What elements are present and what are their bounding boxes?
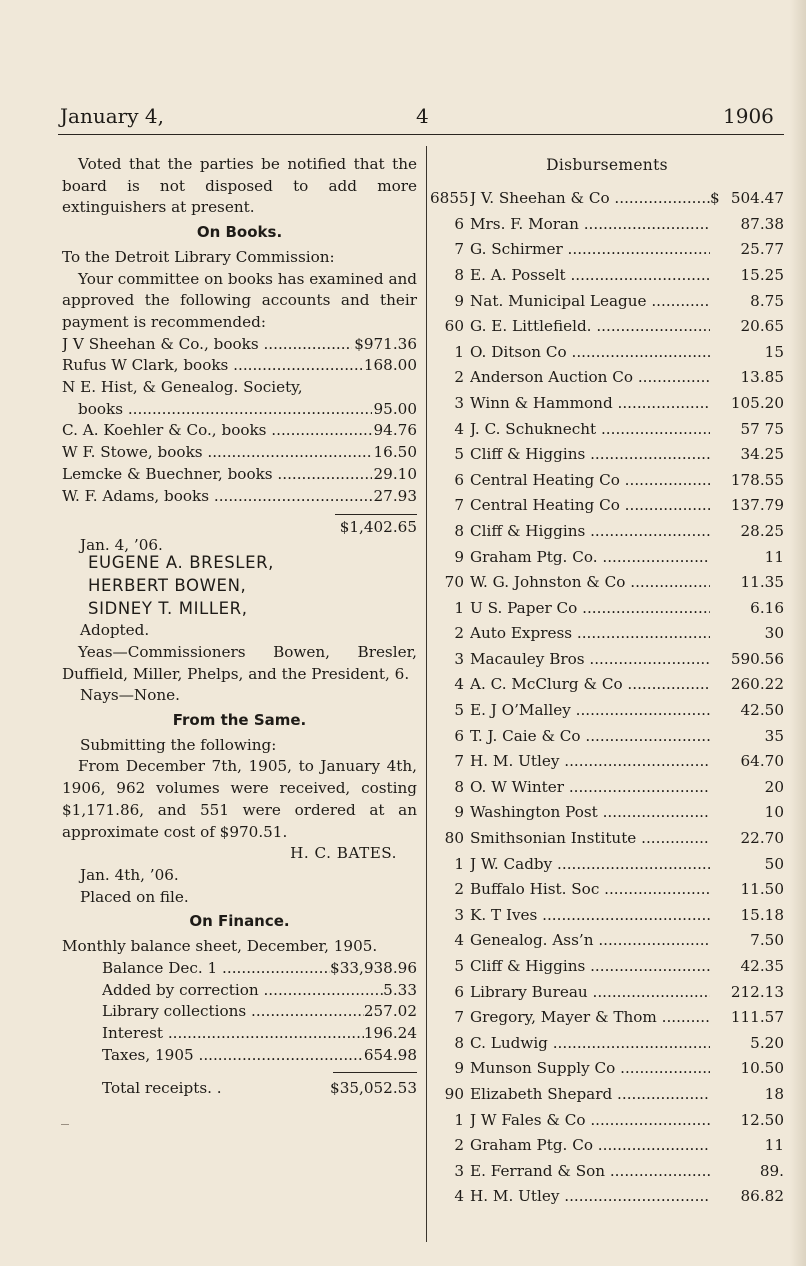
voucher-number: 2 <box>454 1136 464 1155</box>
disbursement-row <box>430 698 784 724</box>
voucher-number: 7 <box>454 496 464 515</box>
account-amount: $971.36 <box>354 334 417 353</box>
voucher-number: 3 <box>454 1161 464 1180</box>
placed-on-file: Placed on file. <box>80 887 189 906</box>
report-date: Jan. 4, ’06. <box>80 536 163 555</box>
disbursement-amount: 7.50 <box>750 931 784 950</box>
total-receipts-label: Total receipts. . <box>102 1079 222 1098</box>
voucher-number: 4 <box>454 931 464 950</box>
disbursement-amount: 42.35 <box>740 957 784 975</box>
payee-name: Buffalo Hist. Soc ..... <box>470 878 710 901</box>
total-receipts-row <box>102 1078 417 1100</box>
disbursement-amount: 89. <box>759 1161 784 1180</box>
disbursement-amount: 10.50 <box>740 1059 784 1078</box>
payee-name: Elizabeth Shepard ..... <box>470 1083 710 1106</box>
payee-name: Graham Ptg. Co. ..... <box>470 546 710 569</box>
account-row <box>62 334 417 356</box>
disbursement-row <box>430 570 784 596</box>
disbursement-amount: 137.79 <box>730 496 784 515</box>
disbursement-row <box>430 544 784 570</box>
payee-name: H. M. Utley ..... <box>470 1185 710 1208</box>
disbursement-row <box>430 1133 784 1159</box>
disbursement-row <box>430 749 784 775</box>
signer: HERBERT BOWEN, <box>88 576 247 596</box>
voucher-number: 5 <box>454 957 464 975</box>
disbursements-list <box>430 186 784 1210</box>
disbursement-amount: 105.20 <box>730 393 784 412</box>
disbursement-row <box>430 416 784 442</box>
voucher-number: 6 <box>454 982 464 1001</box>
voucher-number: 1 <box>454 342 464 361</box>
disbursement-amount: 13.85 <box>740 368 784 387</box>
disbursement-row <box>430 1056 784 1082</box>
disbursement-amount: 42.50 <box>740 701 784 720</box>
voucher-number: 7 <box>454 1008 464 1027</box>
disbursement-amount: 11.35 <box>740 573 784 592</box>
right-column <box>430 154 784 1210</box>
disbursement-amount: 50 <box>764 854 784 873</box>
finance-value: 654.98 <box>363 1045 417 1064</box>
finance-label: Library collections ..... <box>102 1001 364 1023</box>
account-row <box>62 355 417 377</box>
disbursement-amount: 11 <box>764 547 784 566</box>
payee-name: J. C. Schuknecht ..... <box>470 418 710 441</box>
voucher-number: 3 <box>454 393 464 412</box>
committee-paragraph: Your committee on books has examined and approved the following accounts and their payment is recommended: <box>62 269 417 331</box>
submitting-line: Submitting the following: <box>80 735 277 754</box>
voucher-number: 1 <box>454 598 464 617</box>
disbursement-amount: 28.25 <box>740 521 784 540</box>
dollar-sign: $ <box>710 189 720 208</box>
payee-name: Graham Ptg. Co ..... <box>470 1134 710 1157</box>
disbursement-row <box>430 621 784 647</box>
payee-name: Munson Supply Co ..... <box>470 1057 710 1080</box>
voucher-number: 8 <box>454 521 464 540</box>
finance-value: 5.33 <box>383 980 417 999</box>
voucher-number: 90 <box>444 1084 464 1103</box>
voucher-number: 9 <box>454 547 464 566</box>
book-accounts-list <box>62 334 417 508</box>
disbursement-row <box>430 1184 784 1210</box>
payee-name: W. G. Johnston & Co ..... <box>470 571 710 594</box>
payee-name: Gregory, Mayer & Thom ..... <box>470 1006 710 1029</box>
voucher-number: 6 <box>454 470 464 489</box>
disbursement-amount: 20 <box>764 777 784 796</box>
disbursement-amount: 11.50 <box>740 880 784 899</box>
account-name: W F. Stowe, books ..... <box>62 442 372 464</box>
disbursement-amount: 111.57 <box>730 1008 784 1027</box>
disbursement-row <box>430 672 784 698</box>
disbursement-row <box>430 493 784 519</box>
payee-name: Mrs. F. Moran ..... <box>470 213 710 236</box>
disbursements-title: Disbursements <box>546 156 668 174</box>
yeas-line: Yeas—Commissioners Bowen, Bresler, Duffield, Miller, Phelps, and the President, 6. <box>62 642 417 683</box>
finance-label: Balance Dec. 1 ..... <box>102 958 330 980</box>
disbursement-row <box>430 774 784 800</box>
disbursement-row <box>430 1107 784 1133</box>
account-row <box>62 486 417 508</box>
voucher-number: 3 <box>454 905 464 924</box>
payee-name: K. T Ives ..... <box>470 904 710 927</box>
payee-name: O. W Winter ..... <box>470 776 710 799</box>
voucher-number: 4 <box>454 1187 464 1206</box>
voucher-number: 9 <box>454 803 464 822</box>
disbursement-row <box>430 954 784 980</box>
payee-name: E. A. Posselt ..... <box>470 264 710 287</box>
payee-name: Cliff & Higgins ..... <box>470 443 710 466</box>
disbursement-amount: 64.70 <box>740 752 784 771</box>
column-divider <box>426 146 427 1242</box>
disbursement-row <box>430 826 784 852</box>
payee-name: Library Bureau ..... <box>470 981 710 1004</box>
disbursement-amount: 212.13 <box>730 982 784 1001</box>
disbursement-amount: 86.82 <box>740 1187 784 1206</box>
disbursement-row <box>430 211 784 237</box>
disbursement-amount: 57 75 <box>740 419 784 438</box>
total-rule <box>335 514 417 515</box>
payee-name: Auto Express ..... <box>470 622 710 645</box>
payee-name: A. C. McClurg & Co ..... <box>470 673 710 696</box>
voucher-number: 60 <box>444 317 464 336</box>
account-row <box>62 377 417 399</box>
disbursement-row <box>430 1082 784 1108</box>
disbursement-amount: 15.25 <box>740 265 784 284</box>
disbursement-row <box>430 800 784 826</box>
disbursement-amount: 15.18 <box>740 905 784 924</box>
total-receipts-value: $35,052.53 <box>330 1079 417 1098</box>
finance-row <box>62 958 417 980</box>
account-row <box>62 399 417 421</box>
books-heading: On Books. <box>196 223 283 242</box>
disbursement-row <box>430 902 784 928</box>
account-amount: 168.00 <box>363 356 417 375</box>
disbursement-row <box>430 1030 784 1056</box>
voucher-number: 1 <box>454 1110 464 1129</box>
voucher-number: 9 <box>454 291 464 310</box>
account-name: Rufus W Clark, books ..... <box>62 355 362 377</box>
disbursement-row <box>430 186 784 212</box>
disbursement-row <box>430 467 784 493</box>
report-date-2: Jan. 4th, ’06. <box>80 865 179 884</box>
finance-row <box>62 1001 417 1023</box>
payee-name: Central Heating Co ..... <box>470 494 710 517</box>
disbursement-row <box>430 646 784 672</box>
disbursement-row <box>430 851 784 877</box>
disbursement-row <box>430 442 784 468</box>
disbursement-row <box>430 339 784 365</box>
disbursement-row <box>430 1158 784 1184</box>
bates-signature: H. C. BATES. <box>290 844 397 863</box>
voucher-number: 1 <box>454 854 464 873</box>
voucher-number: 70 <box>444 573 464 592</box>
disbursement-amount: 22.70 <box>740 829 784 848</box>
account-amount: 95.00 <box>373 399 417 418</box>
disbursement-amount: 12.50 <box>740 1110 784 1129</box>
disbursement-amount: 35 <box>764 726 784 745</box>
to-commission-line: To the Detroit Library Commission: <box>62 247 335 266</box>
disbursement-row <box>430 877 784 903</box>
signer: SIDNEY T. MILLER, <box>88 599 248 619</box>
account-amount: 94.76 <box>373 421 417 440</box>
page-number: 4 <box>416 104 429 128</box>
signatures <box>62 551 417 620</box>
disbursement-amount: 6.16 <box>750 598 784 617</box>
disbursement-amount: 8.75 <box>750 291 784 310</box>
margin-mark <box>61 1124 69 1125</box>
finance-value: $33,938.96 <box>330 958 417 977</box>
finance-label: Taxes, 1905 ..... <box>102 1045 364 1067</box>
account-name: N E. Hist, & Genealog. Society, <box>62 378 303 397</box>
header-rule <box>58 134 784 135</box>
disbursement-row <box>430 391 784 417</box>
voucher-number: 8 <box>454 777 464 796</box>
payee-name: Cliff & Higgins ..... <box>470 520 710 543</box>
disbursement-row <box>430 288 784 314</box>
finance-value: 196.24 <box>363 1023 417 1042</box>
voucher-number: 6 <box>454 726 464 745</box>
voucher-number: 6855 <box>430 189 469 208</box>
account-name: Lemcke & Buechner, books ..... <box>62 464 372 486</box>
payee-name: G. Schirmer ..... <box>470 238 710 261</box>
voucher-number: 2 <box>454 368 464 387</box>
total-rule <box>333 1072 417 1073</box>
voucher-number: 2 <box>454 624 464 643</box>
account-name: C. A. Koehler & Co., books ..... <box>62 420 372 442</box>
payee-name: Washington Post ..... <box>470 801 710 824</box>
voucher-number: 7 <box>454 240 464 259</box>
account-amount: 16.50 <box>373 443 417 462</box>
payee-name: E. J O’Malley ..... <box>470 699 710 722</box>
payee-name: J V. Sheehan & Co ..... <box>470 187 710 210</box>
voucher-number: 4 <box>454 675 464 694</box>
voucher-number: 4 <box>454 419 464 438</box>
books-total: $1,402.65 <box>339 518 417 537</box>
finance-row <box>62 1045 417 1067</box>
signer: EUGENE A. BRESLER, <box>88 553 275 573</box>
nays-line: Nays—None. <box>80 686 180 705</box>
disbursement-row <box>430 1005 784 1031</box>
payee-name: H. M. Utley ..... <box>470 750 710 773</box>
payee-name: Anderson Auction Co ..... <box>470 366 710 389</box>
extinguishers-paragraph: Voted that the parties be notified that the board is not disposed to add more extinguishers at present. <box>62 155 417 217</box>
disbursement-row <box>430 595 784 621</box>
payee-name: C. Ludwig ..... <box>470 1032 710 1055</box>
account-row <box>62 464 417 486</box>
finance-label: Interest ..... <box>102 1023 364 1045</box>
disbursement-row <box>430 723 784 749</box>
finance-row <box>62 980 417 1002</box>
account-amount: 27.93 <box>373 486 417 505</box>
disbursement-row <box>430 263 784 289</box>
payee-name: Genealog. Ass’n ..... <box>470 929 710 952</box>
disbursement-amount: 18 <box>764 1084 784 1103</box>
left-column <box>62 154 417 1106</box>
disbursement-amount: 87.38 <box>740 214 784 233</box>
disbursement-amount: 30 <box>764 624 784 643</box>
account-row <box>62 420 417 442</box>
payee-name: Nat. Municipal League ..... <box>470 290 710 313</box>
disbursement-row <box>430 237 784 263</box>
finance-list <box>62 958 417 1067</box>
disbursement-amount: 178.55 <box>730 470 784 489</box>
disbursement-amount: 590.56 <box>730 649 784 668</box>
payee-name: U S. Paper Co ..... <box>470 597 710 620</box>
voucher-number: 8 <box>454 265 464 284</box>
payee-name: E. Ferrand & Son ..... <box>470 1160 710 1183</box>
same-heading: From the Same. <box>172 711 307 730</box>
voucher-number: 7 <box>454 752 464 771</box>
voucher-number: 9 <box>454 1059 464 1078</box>
disbursement-row <box>430 314 784 340</box>
adopted-line: Adopted. <box>80 621 150 640</box>
disbursement-amount: 10 <box>764 803 784 822</box>
finance-row <box>62 1023 417 1045</box>
disbursement-amount: 34.25 <box>740 445 784 464</box>
disbursement-amount: 11 <box>764 1136 784 1155</box>
disbursement-amount: 15 <box>764 342 784 361</box>
payee-name: G. E. Littlefield. ..... <box>470 315 710 338</box>
disbursement-amount: 5.20 <box>750 1033 784 1052</box>
payee-name: Cliff & Higgins ..... <box>470 955 710 978</box>
header-year: 1906 <box>723 104 774 128</box>
account-row <box>62 442 417 464</box>
payee-name: O. Ditson Co ..... <box>470 341 710 364</box>
voucher-number: 8 <box>454 1033 464 1052</box>
account-amount: 29.10 <box>373 464 417 483</box>
voucher-number: 3 <box>454 649 464 668</box>
disbursement-row <box>430 928 784 954</box>
monthly-balance-line: Monthly balance sheet, December, 1905. <box>62 937 378 956</box>
payee-name: J W. Cadby ..... <box>470 853 710 876</box>
disbursement-amount: 504.47 <box>730 189 784 208</box>
disbursement-amount: 25.77 <box>740 240 784 259</box>
volumes-paragraph: From December 7th, 1905, to January 4th, 1906, 962 volumes were received, costing $1,171.86, and 551 were ordered at an approximate cost of $970.51. <box>62 757 417 841</box>
finance-heading: On Finance. <box>189 912 290 931</box>
payee-name: Central Heating Co ..... <box>470 469 710 492</box>
payee-name: T. J. Caie & Co ..... <box>470 725 710 748</box>
finance-label: Added by correction ..... <box>102 980 383 1002</box>
payee-name: Smithsonian Institute ..... <box>470 827 710 850</box>
header-date: January 4, <box>60 104 164 128</box>
disbursement-row <box>430 519 784 545</box>
disbursement-row <box>430 979 784 1005</box>
voucher-number: 6 <box>454 214 464 233</box>
payee-name: Macauley Bros ..... <box>470 648 710 671</box>
finance-value: 257.02 <box>363 1002 417 1021</box>
account-name: W. F. Adams, books ..... <box>62 486 372 508</box>
finance-total-block <box>62 1066 417 1106</box>
account-name: books ..... <box>78 399 372 421</box>
disbursement-amount: 20.65 <box>740 317 784 336</box>
payee-name: J W Fales & Co ..... <box>470 1109 710 1132</box>
page-edge <box>790 0 806 1266</box>
voucher-number: 5 <box>454 701 464 720</box>
voucher-number: 5 <box>454 445 464 464</box>
books-total-block <box>62 507 417 555</box>
disbursement-amount: 260.22 <box>730 675 784 694</box>
disbursement-row <box>430 365 784 391</box>
voucher-number: 2 <box>454 880 464 899</box>
voucher-number: 80 <box>444 829 464 848</box>
account-name: J V Sheehan & Co., books ..... <box>62 334 352 356</box>
payee-name: Winn & Hammond ..... <box>470 392 710 415</box>
